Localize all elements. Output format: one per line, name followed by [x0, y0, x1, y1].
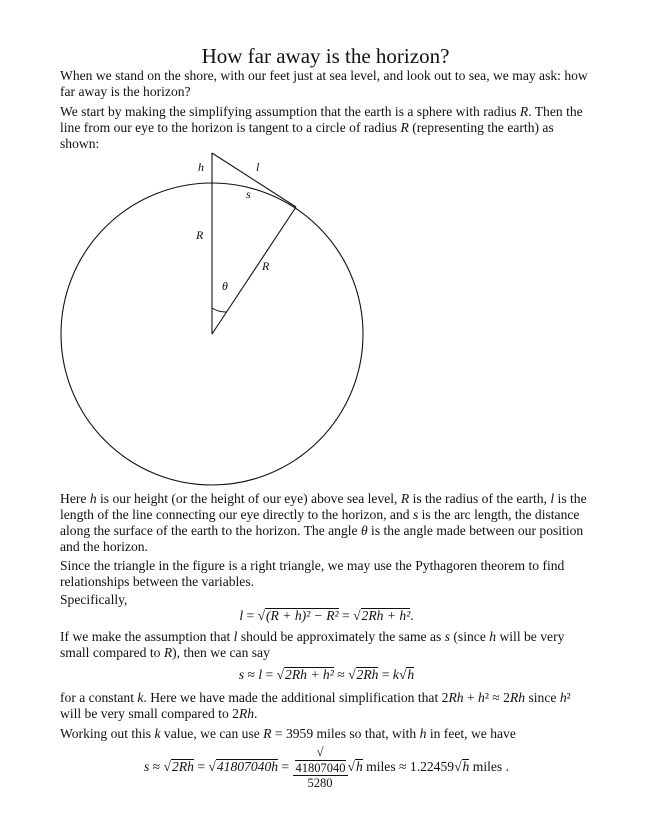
label-s: s	[246, 187, 251, 201]
page-title: How far away is the horizon?	[201, 44, 450, 68]
paragraph-assumption: We start by making the simplifying assumption that the earth is a sphere with radius R. Then the line from our eye to the horizon is tangent to a circle of radius R (representing the earth) as shown:	[60, 104, 583, 151]
paragraph-working-out: Working out this k value, we can use R = 3959 miles so that, with h in feet, we have	[60, 726, 516, 741]
label-l: l	[256, 160, 260, 174]
label-h: h	[198, 160, 204, 174]
fraction: √ 41807040 5280	[293, 745, 348, 791]
equation-s: s ≈ l = √2Rh + h² ≈ √2Rh = k√h	[238, 667, 415, 682]
equation-l: l = √(R + h)² − R² = √2Rh + h².	[239, 608, 414, 623]
paragraph-definitions: Here h is our height (or the height of our eye) above sea level, R is the radius of the earth, l is the length of the line connecting our eye directly to the horizon, and s is the arc length, the distance along the surface of the earth to the horizon. The angle θ is the angle made between our position and the horizon.	[60, 491, 587, 554]
label-r-diagonal: R	[262, 259, 270, 273]
paragraph-approximation: If we make the assumption that l should be approximately the same as s (since h will be very small compared to R), then we can say	[60, 629, 565, 660]
paragraph-pythagoras: Since the triangle in the figure is a right triangle, we may use the Pythagoren theorem to find relationships between the variables.	[60, 558, 565, 589]
paragraph-intro: When we stand on the shore, with our feet just at sea level, and look out to sea, we may ask: how far away is the horizon?	[60, 68, 588, 99]
diagonal-radius-line	[212, 207, 296, 334]
paragraph-constant-k: for a constant k. Here we have made the additional simplification that 2Rh + h² ≈ 2Rh since h² will be very small compared to 2Rh.	[60, 690, 571, 721]
tangent-line	[212, 153, 296, 207]
theta-arc	[212, 308, 226, 312]
equation-final: s ≈ √2Rh = √41807040h = √ 41807040 5280 √h miles ≈ 1.22459√h miles .	[143, 745, 509, 790]
paragraph-specifically: Specifically,	[60, 592, 128, 607]
label-theta: θ	[222, 279, 228, 293]
label-r-vertical: R	[196, 228, 204, 242]
